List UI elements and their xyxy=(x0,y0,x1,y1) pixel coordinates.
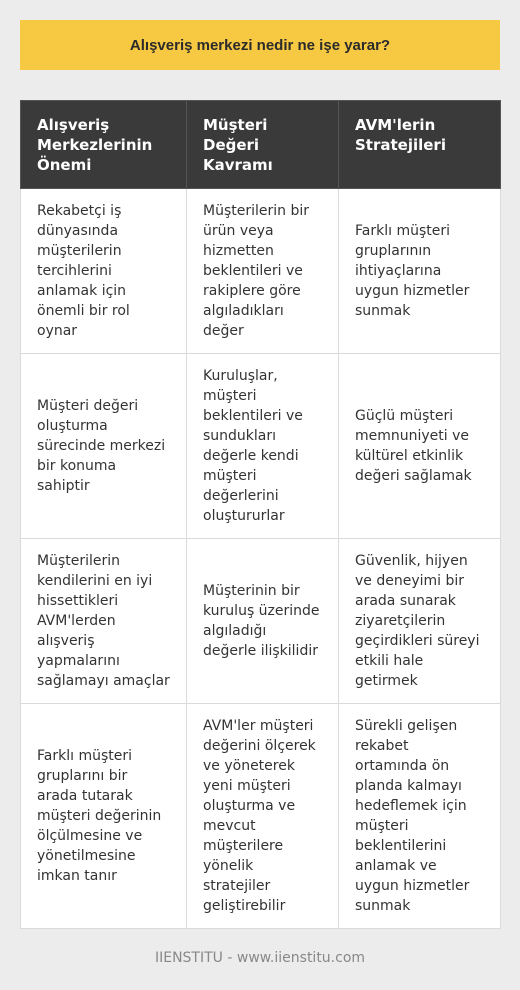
table-cell: AVM'ler müşteri değerini ölçerek ve yöneterek yeni müşteri oluşturma ve mevcut müşterilere yönelik stratejiler geliştirebilir xyxy=(187,704,339,929)
comparison-table xyxy=(20,100,501,929)
table-cell: Müşterinin bir kuruluş üzerinde algıladığı değerle ilişkilidir xyxy=(187,539,339,704)
table-row xyxy=(21,189,501,354)
table-cell: Güçlü müşteri memnuniyeti ve kültürel etkinlik değeri sağlamak xyxy=(339,354,501,539)
table-row xyxy=(21,704,501,929)
table-cell: Müşterilerin bir ürün veya hizmetten beklentileri ve rakiplere göre algıladıkları değer xyxy=(187,189,339,354)
footer-credit: IIENSTITU - www.iienstitu.com xyxy=(154,950,366,966)
table-cell: Rekabetçi iş dünyasında müşterilerin tercihlerini anlamak için önemli bir rol oynar xyxy=(21,189,187,354)
page-title: Alışveriş merkezi nedir ne işe yarar? xyxy=(20,20,500,70)
column-header-customer-value: Müşteri Değeri Kavramı xyxy=(187,101,339,189)
table-cell: Sürekli gelişen rekabet ortamında ön planda kalmayı hedeflemek için müşteri beklentilerini anlamak ve uygun hizmetler sunmak xyxy=(339,704,501,929)
table-cell: Güvenlik, hijyen ve deneyimi bir arada sunarak ziyaretçilerin geçirdikleri süreyi etkili hale getirmek xyxy=(339,539,501,704)
column-header-importance: Alışveriş Merkezlerinin Önemi xyxy=(21,101,187,189)
table-cell: Farklı müşteri gruplarının ihtiyaçlarına uygun hizmetler sunmak xyxy=(339,189,501,354)
table-row xyxy=(21,354,501,539)
column-header-strategies: AVM'lerin Stratejileri xyxy=(339,101,501,189)
table-cell: Müşteri değeri oluşturma sürecinde merkezi bir konuma sahiptir xyxy=(21,354,187,539)
table-cell: Müşterilerin kendilerini en iyi hissettikleri AVM'lerden alışveriş yapmalarını sağlamayı amaçlar xyxy=(21,539,187,704)
table-header-row xyxy=(21,101,501,189)
table-row xyxy=(21,539,501,704)
table-cell: Farklı müşteri gruplarını bir arada tutarak müşteri değerinin ölçülmesine ve yönetilmesine imkan tanır xyxy=(21,704,187,929)
table-cell: Kuruluşlar, müşteri beklentileri ve sundukları değerle kendi müşteri değerlerini oluştururlar xyxy=(187,354,339,539)
